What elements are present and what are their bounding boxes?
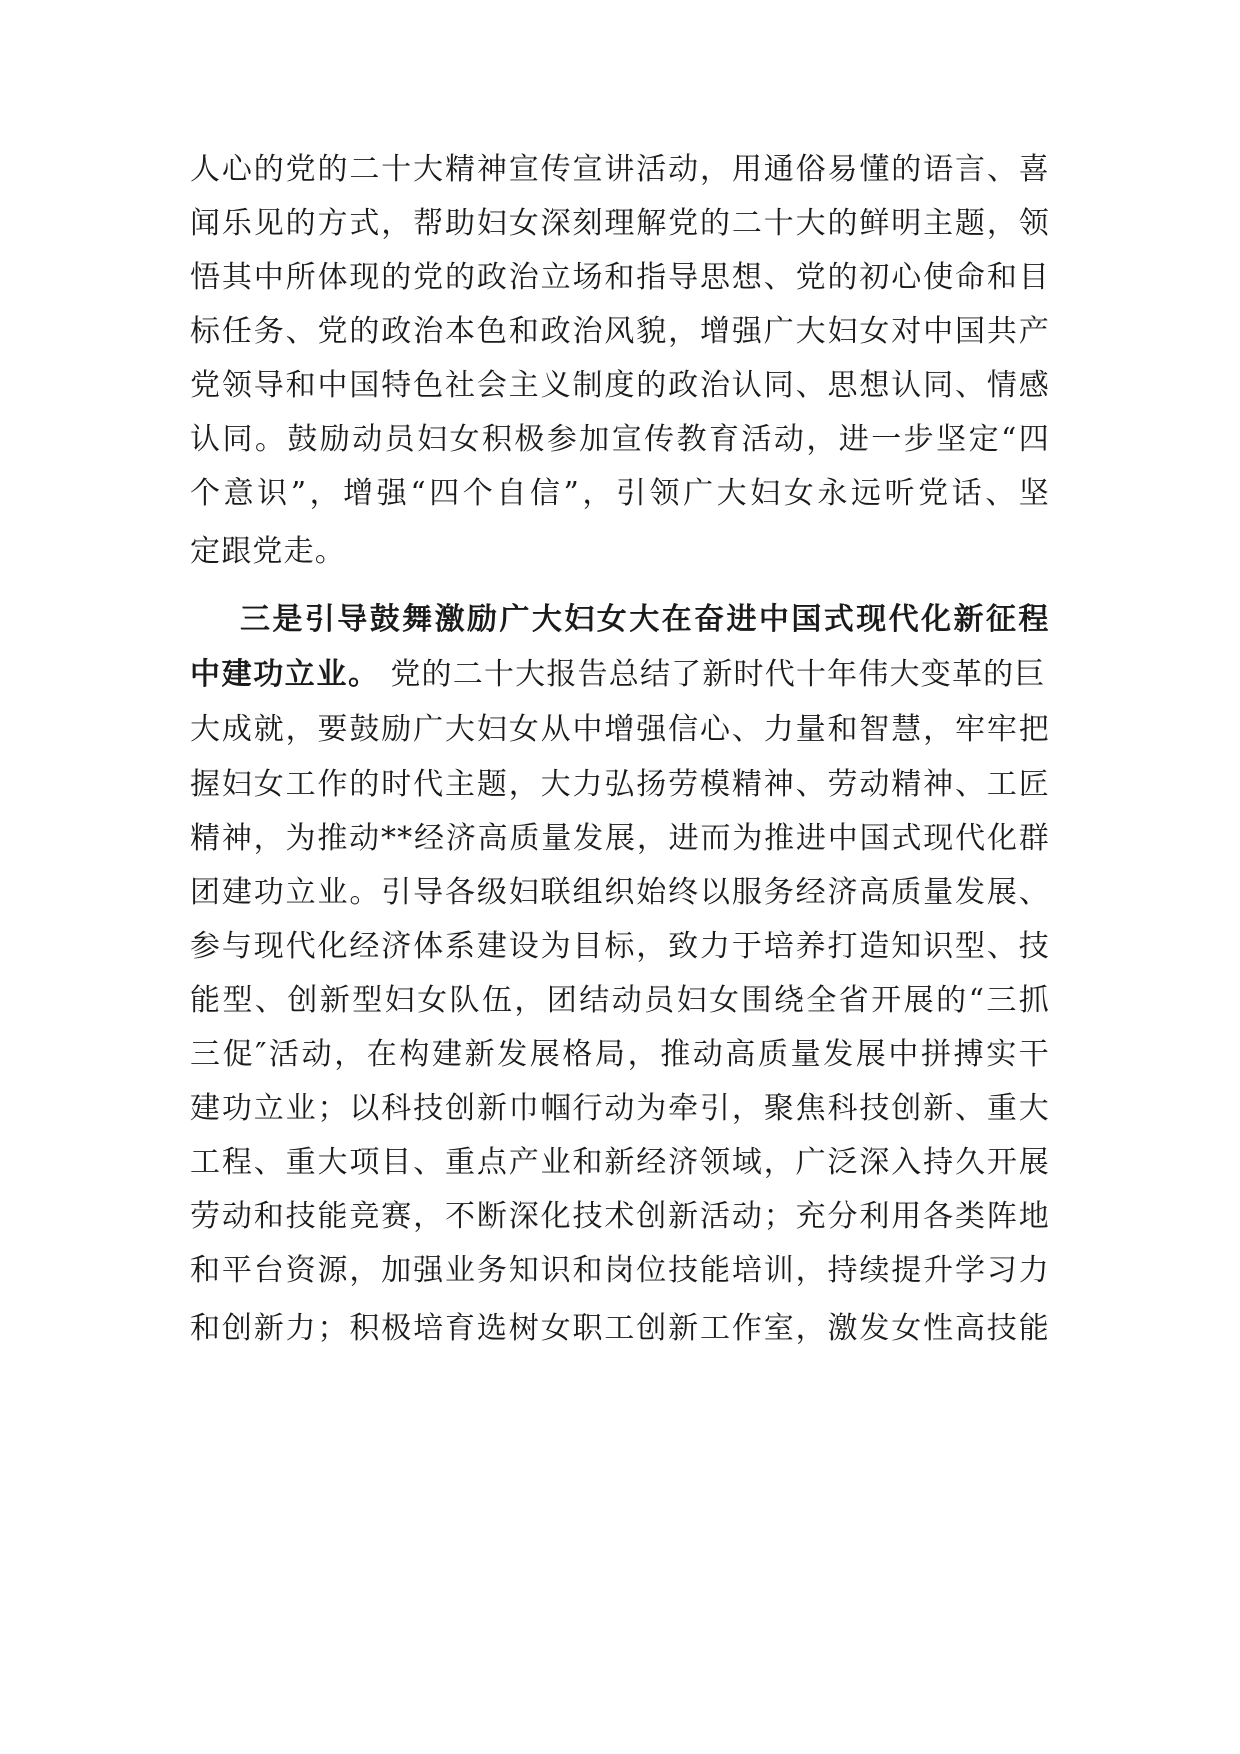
paragraph-line: 三促″活动，在构建新发展格局，推动高质量发展中拼搏实干 [190,1037,1050,1072]
paragraph-line: 闻乐见的方式，帮助妇女深刻理解党的二十大的鲜明主题，领 [190,206,1050,241]
paragraph-line: 劳动和技能竞赛，不断深化技术创新活动；充分利用各类阵地 [190,1199,1050,1234]
paragraph-line: 标任务、党的政治本色和政治风貌，增强广大妇女对中国共产 [190,314,1050,349]
paragraph-line: 和创新力；积极培育选树女职工创新工作室，激发女性高技能 [190,1311,1050,1346]
paragraph-line: 人心的党的二十大精神宣传宣讲活动，用通俗易懂的语言、喜 [190,152,1050,187]
paragraph-line: 参与现代化经济体系建设为目标，致力于培养打造知识型、技 [190,929,1050,964]
paragraph-line: 定跟党走。 [190,534,346,569]
paragraph-line: 建功立业；以科技创新巾帼行动为牵引，聚焦科技创新、重大 [190,1091,1050,1126]
paragraph-line: 悟其中所体现的党的政治立场和指导思想、党的初心使命和目 [190,260,1050,295]
paragraph-line: 和平台资源，加强业务知识和岗位技能培训，持续提升学习力 [190,1253,1050,1288]
paragraph-line: 握妇女工作的时代主题，大力弘扬劳模精神、劳动精神、工匠 [190,767,1050,802]
paragraph-line [190,655,1050,695]
paragraph-line: 个意识”，增强“四个自信”，引领广大妇女永远听党话、坚 [190,476,1050,511]
paragraph-line: 党领导和中国特色社会主义制度的政治认同、思想认同、情感 [190,368,1050,403]
paragraph-line: 大成就，要鼓励广大妇女从中增强信心、力量和智慧，牢牢把 [190,712,1050,747]
paragraph-text: 党的二十大报告总结了新时代十年伟大变革的巨 [390,657,1046,692]
section-heading-continued: 中建功立业。 [190,657,380,692]
paragraph-line: 认同。鼓励动员妇女积极参加宣传教育活动，进一步坚定“四 [190,422,1050,457]
paragraph-line: 精神，为推动**经济高质量发展，进而为推进中国式现代化群 [190,821,1050,856]
section-heading: 三是引导鼓舞激励广大妇女大在奋进中国式现代化新征程 [240,602,1050,637]
paragraph-line: 工程、重大项目、重点产业和新经济领域，广泛深入持久开展 [190,1145,1050,1180]
paragraph-line: 团建功立业。引导各级妇联组织始终以服务经济高质量发展、 [190,875,1050,910]
paragraph-line: 能型、创新型妇女队伍，团结动员妇女围绕全省开展的“三抓 [190,983,1050,1018]
